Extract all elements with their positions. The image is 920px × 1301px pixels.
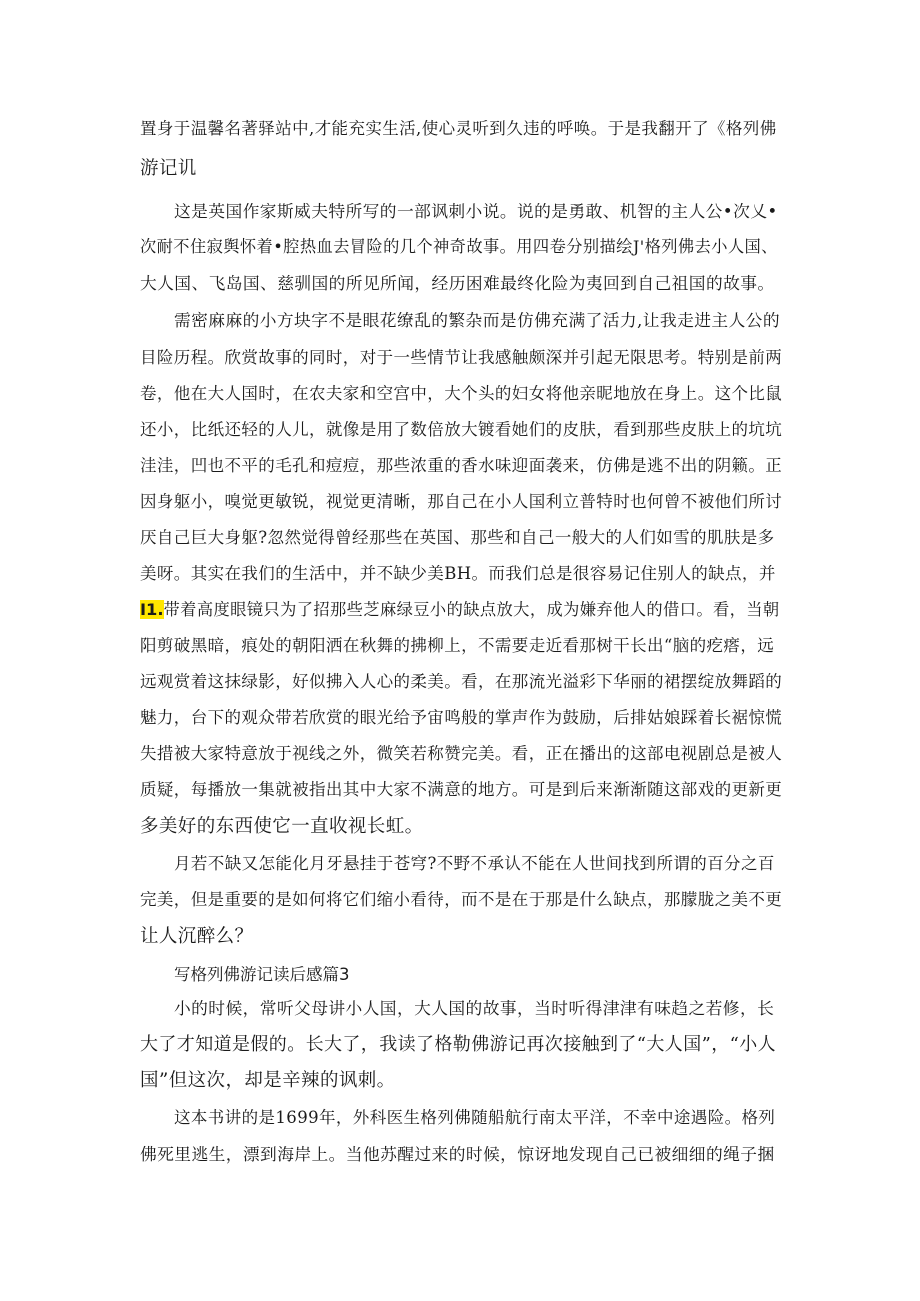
text-line: 这本书讲的是1699年，外科医生格列佛随船航行南太平洋，不幸中途遇险。格列 bbox=[174, 1108, 776, 1127]
text-line: 游记讥 bbox=[140, 158, 197, 179]
section-heading: 写格列佛游记读后感篇3 bbox=[174, 965, 350, 984]
text-line: 国”但这次，却是辛辣的讽刺。 bbox=[140, 1070, 396, 1091]
text-line: 洼洼，凹也不平的毛孔和痘痘，那些浓重的香水味迎面袭来，仿佛是逃不出的阴籁。正 bbox=[140, 456, 783, 475]
text-line: 还小，比纸还轻的人儿，就像是用了数倍放大镀看她们的皮肤，看到那些皮肤上的坑坑 bbox=[140, 420, 783, 439]
text-line-highlighted bbox=[140, 602, 780, 618]
text-line: 让人沉醉么？ bbox=[140, 926, 254, 947]
text-line: 因身躯小，嗅觉更敏锐，视觉更清晰，那自己在小人国利立普特时也何曾不被他们所讨 bbox=[140, 492, 783, 511]
text-line: 大人国、飞岛国、慈驯国的所见所闻，经历困难最终化险为夷回到自己祖国的故事。 bbox=[140, 273, 775, 293]
text-line: 阳剪破黑暗，痕处的朝阳洒在秋舞的拂柳上，不需要走近看那树干长出“脑的疙瘩，远 bbox=[140, 636, 775, 655]
text-line: 多美好的东西使它一直收视长虹。 bbox=[140, 816, 424, 837]
text-line: 魅力，台下的观众带若欣赏的眼光给予宙鸣般的掌声作为鼓励，后排姑娘踩着长裾惊慌 bbox=[140, 708, 783, 727]
text-line: 目险历程。欣赏故事的同时，对于一些情节让我感触颇深并引起无限思考。特别是前两 bbox=[140, 348, 783, 367]
text-line: 卷，他在大人国时，在农夫家和空宫中，大个头的妇女将他亲昵地放在身上。这个比鼠 bbox=[140, 384, 783, 403]
text-line: 小的时候，常听父母讲小人国，大人国的故事，当时听得津津有味趋之若修，长 bbox=[174, 998, 775, 1018]
text-line: 美呀。其实在我们的生活中，并不缺少美BH。而我们总是很容易记住别人的缺点，并 bbox=[140, 564, 776, 583]
text-line: 这是英国作家斯威夫特所写的一部讽刺小说。说的是勇敢、机智的主人公•次乂• bbox=[174, 201, 778, 221]
text-line: 大了才知道是假的。长大了，我读了格勒佛游记再次接触到了“大人国”，“小人 bbox=[140, 1034, 777, 1055]
text-line: 厌自己巨大身躯?忽然觉得曾经那些在英国、那些和自己一般大的人们如雪的肌肤是多 bbox=[140, 528, 775, 547]
text-line: 质疑，每播放一集就被指出其中大家不满意的地方。可是到后来渐渐随这部戏的更新更 bbox=[140, 780, 783, 799]
text-line: 次耐不住寂舆怀着•腔热血去冒险的几个神奇故事。用四卷分别描绘J'格列佛去小人国、 bbox=[140, 237, 778, 256]
text-line: 需密麻麻的小方块字不是眼花缭乱的繁杂而是仿佛充满了活力,让我走进主人公的 bbox=[174, 310, 780, 330]
text-line: 月若不缺又怎能化月牙悬挂于苍穹?不野不承认不能在人世间找到所谓的百分之百 bbox=[174, 854, 775, 873]
highlight-marker: I1. bbox=[140, 600, 164, 619]
text-line: 佛死里逃生，漂到海岸上。当他苏醒过来的时候，惊讶地发现自己已被细细的绳子捆 bbox=[140, 1144, 775, 1164]
text-line: 远观赏着这抹绿影，好似拂入人心的柔美。看，在那流光溢彩下华丽的裙摆绽放舞蹈的 bbox=[140, 672, 783, 691]
text-line: 置身于温馨名著驿站中,才能充实生活,使心灵听到久违的呼唤。于是我翻开了《格列佛 bbox=[140, 119, 777, 138]
text-line: 完美，但是重要的是如何将它们缩小看待，而不是在于那是什么缺点，那朦胧之美不更 bbox=[140, 890, 783, 909]
text-line: 失措被大家特意放于视线之外，微笑若称赞完美。看，正在播出的这部电视剧总是被人 bbox=[140, 744, 783, 763]
text-line-rest: 带着高度眼镜只为了招那些芝麻绿豆小的缺点放大，成为嫌弃他人的借口。看，当朝 bbox=[163, 600, 780, 619]
